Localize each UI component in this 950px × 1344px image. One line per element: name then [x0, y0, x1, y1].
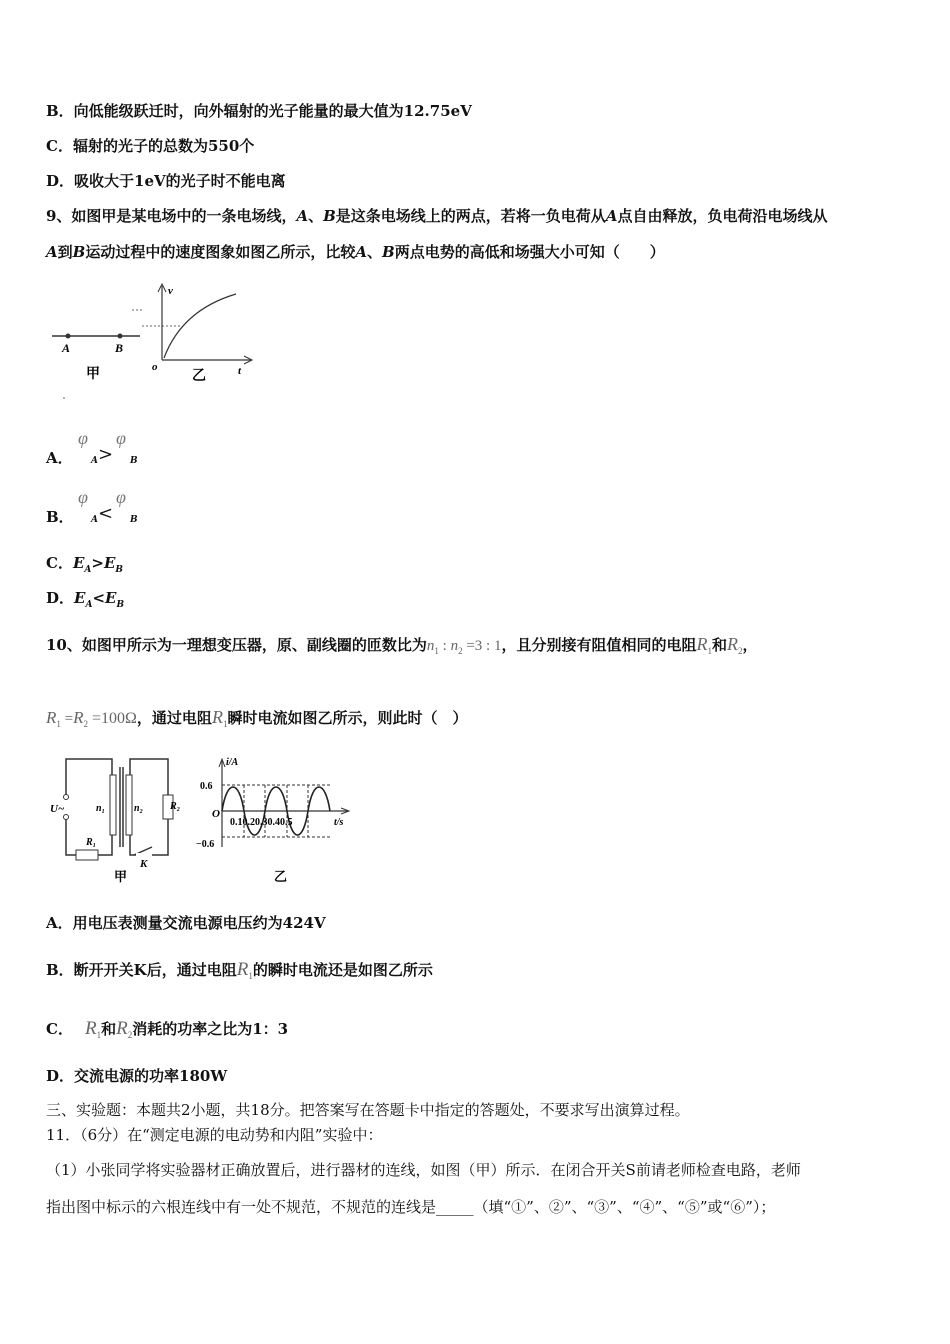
label-yi: 乙: [274, 869, 288, 884]
q11-title: 11．（6分）在“测定电源的电动势和内阻”实验中：: [46, 1126, 383, 1144]
phi-sub-b: B: [130, 456, 138, 466]
q10-current-graph: [196, 755, 356, 891]
trough-label: −0.6: [196, 839, 215, 850]
n2-label: n₂: [134, 803, 144, 814]
q9-stem-line1: 9、如图甲是某电场中的一条电场线，A、B是这条电场线上的两点，若将一负电荷从A点自由释放，负电荷沿电场线从: [46, 207, 828, 225]
primary-coil: [110, 775, 116, 835]
q10-circuit-figure: [48, 755, 188, 891]
q10-stem-line2: $R_1 =R_2 =100\Omega$，通过电阻$R_1$瞬时电流如图乙所示，则此时（ ）: [46, 707, 468, 729]
phi-symbol-3: φ: [78, 487, 88, 507]
q9-option-d: D．$E_A<E_B$: [46, 589, 125, 610]
point-a-label: A: [62, 341, 71, 355]
q11-part1-line2: 指出图中标示的六根连线中有一处不规范，不规范的连线是_____（填“①”、②”、“③”、“④”、“⑤”或“⑥”）；: [46, 1198, 776, 1216]
axis-v-label: v: [168, 285, 173, 297]
q10-option-a: A．用电压表测量交流电源电压约为424V: [46, 914, 326, 932]
k-label: K: [140, 858, 148, 870]
q9-option-a: A．: [46, 449, 73, 467]
greater-sign: >: [98, 444, 114, 465]
less-sign: <: [98, 503, 114, 524]
phi-symbol: φ: [78, 428, 88, 448]
axis-i-label: i/A: [226, 757, 239, 768]
r2-label: R₂: [170, 801, 181, 812]
phi-sub-b-2: B: [130, 515, 138, 525]
q11-part1-line1: （1）小张同学将实验器材正确放置后，进行器材的连线，如图（甲）所示．在闭合开关S前请老师检查电路，老师: [46, 1161, 801, 1179]
q8-option-b: B．向低能级跃迁时，向外辐射的光子能量的最大值为12.75eV: [46, 102, 472, 120]
label-jia: 甲: [114, 869, 128, 884]
origin-label: o: [152, 361, 158, 373]
switch-gap: [136, 853, 152, 857]
origin-label: O: [212, 808, 220, 820]
q9-stem-line2: A到B运动过程中的速度图象如图乙所示，比较A、B两点电势的高低和场强大小可知（ ）: [46, 243, 665, 261]
phi-sub-a-2: A: [91, 515, 98, 525]
point-a-dot: [66, 334, 71, 339]
q9-option-c: C．$E_A>E_B$: [46, 554, 123, 575]
peak-label: 0.6: [200, 781, 213, 792]
q8-option-d: D．吸收大于1eV的光子时不能电离: [46, 172, 286, 190]
source-terminal-top: [64, 795, 69, 800]
r1-label: R₁: [86, 837, 97, 848]
q8-option-c: C．辐射的光子的总数为550个: [46, 137, 255, 155]
q10-option-d: D．交流电源的功率180W: [46, 1067, 228, 1085]
phi-symbol-4: φ: [116, 487, 126, 507]
n1-label: n₁: [96, 803, 106, 814]
u-label: U~: [50, 803, 65, 815]
tick-labels: 0.10.20.30.40.5: [230, 817, 293, 828]
resistor-r1: [76, 850, 98, 860]
q10-option-c: C． $R_1$和$R_2$消耗的功率之比为1：3: [46, 1018, 289, 1040]
source-terminal-bottom: [64, 815, 69, 820]
q9-figure: [46, 280, 266, 405]
secondary-coil: [126, 775, 132, 835]
point-b-label: B: [115, 341, 124, 355]
label-yi: 乙: [192, 369, 206, 384]
q9-option-b: B．: [46, 508, 74, 526]
stray-dot: [63, 397, 65, 399]
point-b-dot: [118, 334, 123, 339]
axis-t-label: t: [238, 365, 242, 377]
q10-stem-line1: 10、如图甲所示为一理想变压器，原、副线圈的匝数比为$n_1$ : $n_2 =3$ : 1，且分别接有阻值相同的电阻$R_1$和$R_2$，: [46, 634, 758, 656]
q10-option-b: B．断开开关K后，通过电阻$R_1$的瞬时电流还是如图乙所示: [46, 959, 433, 981]
phi-sub-a: A: [91, 456, 98, 466]
axis-t-label: t/s: [334, 817, 344, 828]
phi-symbol-2: φ: [116, 428, 126, 448]
section-3-heading: 三、实验题：本题共2小题，共18分。把答案写在答题卡中指定的答题处，不要求写出演算过程。: [46, 1101, 690, 1119]
label-jia: 甲: [86, 367, 100, 382]
